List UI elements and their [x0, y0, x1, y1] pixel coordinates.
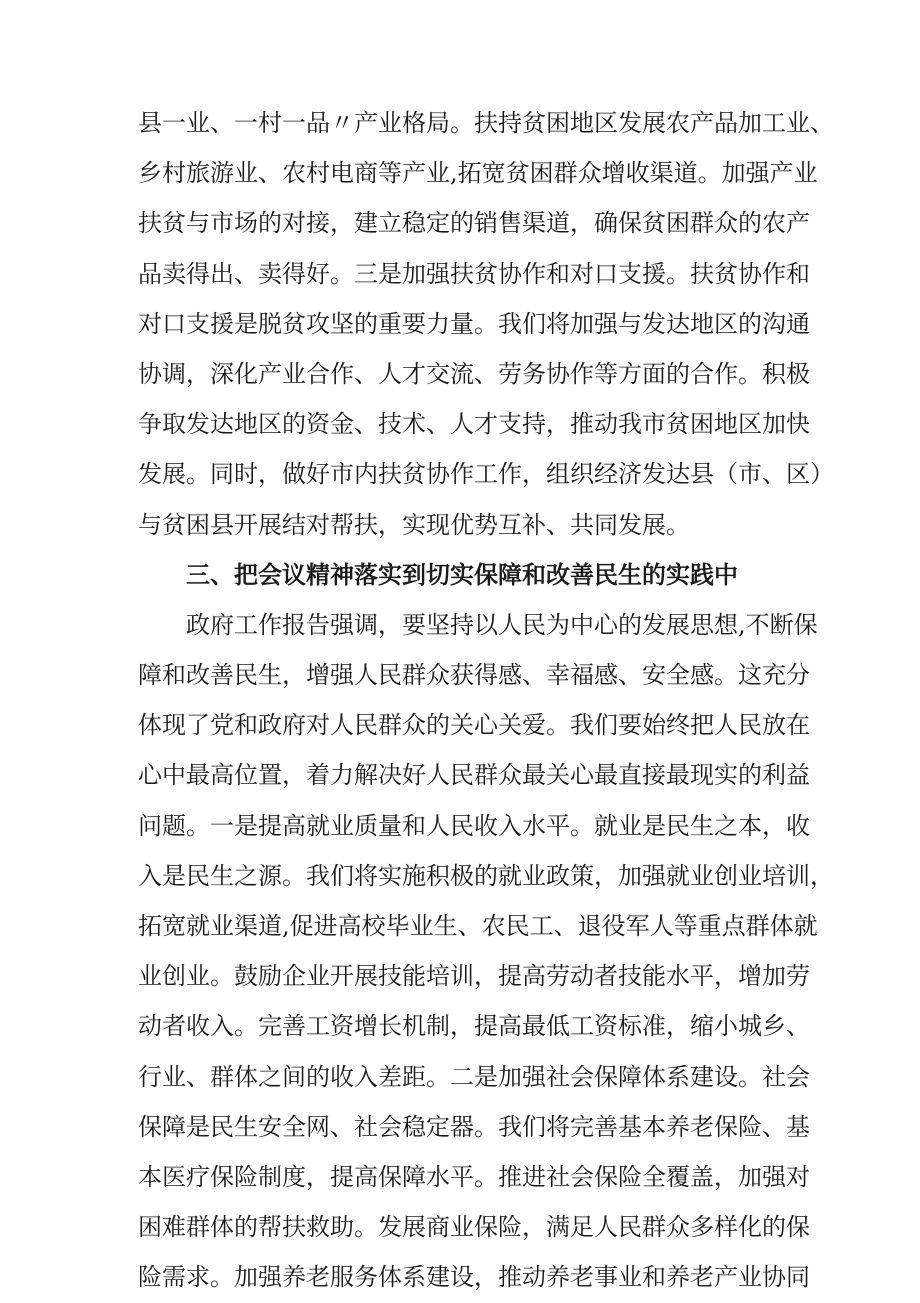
- paragraph-line: 品卖得出、卖得好。三是加强扶贫协作和对口支援。扶贫协作和: [138, 259, 810, 288]
- paragraph-line: 与贫困县开展结对帮扶，实现优势互补、共同发展。: [138, 510, 690, 539]
- paragraph-line: 政府工作报告强调，要坚持以人民为中心的发展思想,不断保: [186, 610, 818, 639]
- paragraph-line: 本医疗保险制度，提高保障水平。推进社会保险全覆盖，加强对: [138, 1162, 810, 1191]
- paragraph-line: 协调，深化产业合作、人才交流、劳务协作等方面的合作。积极: [138, 359, 810, 388]
- paragraph-line: 扶贫与市场的对接，建立稳定的销售渠道，确保贫困群众的农产: [138, 209, 810, 238]
- paragraph-line: 入是民生之源。我们将实施积极的就业政策，加强就业创业培训，: [138, 861, 834, 890]
- paragraph-line: 县一业、一村一品〃产业格局。扶持贫困地区发展农产品加工业、: [138, 109, 834, 137]
- paragraph-line: 动者收入。完善工资增长机制，提高最低工资标准，缩小城乡、: [138, 1012, 810, 1041]
- paragraph-line: 问题。一是提高就业质量和人民收入水平。就业是民生之本，收: [138, 811, 810, 840]
- paragraph-line: 障和改善民生，增强人民群众获得感、幸福感、安全感。这充分: [138, 661, 810, 690]
- document-body: [138, 98, 834, 1303]
- paragraph-line: 行业、群体之间的收入差距。二是加强社会保障体系建设。社会: [138, 1062, 810, 1091]
- paragraph-line: 体现了党和政府对人民群众的关心关爱。我们要始终把人民放在: [138, 711, 810, 740]
- paragraph-line: 乡村旅游业、农村电商等产业,拓宽贫困群众增收渠道。加强产业: [138, 159, 818, 188]
- paragraph-line: 险需求。加强养老服务体系建设，推动养老事业和养老产业协同: [138, 1263, 810, 1292]
- paragraph-line: 困难群体的帮扶救助。发展商业保险，满足人民群众多样化的保: [138, 1213, 810, 1242]
- paragraph-line: 业创业。鼓励企业开展技能培训，提高劳动者技能水平，增加劳: [138, 962, 810, 991]
- paragraph-line: 对口支援是脱贫攻坚的重要力量。我们将加强与发达地区的沟通: [138, 309, 810, 338]
- paragraph-line: 发展。同时，做好市内扶贫协作工作，组织经济发达县（市、区）: [138, 460, 834, 489]
- paragraph-line: 保障是民生安全网、社会稳定器。我们将完善基本养老保险、基: [138, 1112, 810, 1141]
- section-heading: 三、把会议精神落实到切实保障和改善民生的实践中: [186, 560, 738, 589]
- paragraph-line: 心中最高位置，着力解决好人民群众最关心最直接最现实的利益: [138, 761, 810, 790]
- paragraph-line: 拓宽就业渠道,促进高校毕业生、农民工、退役军人等重点群体就: [138, 912, 818, 940]
- paragraph-line: 争取发达地区的资金、技术、人才支持，推动我市贫困地区加快: [138, 410, 810, 439]
